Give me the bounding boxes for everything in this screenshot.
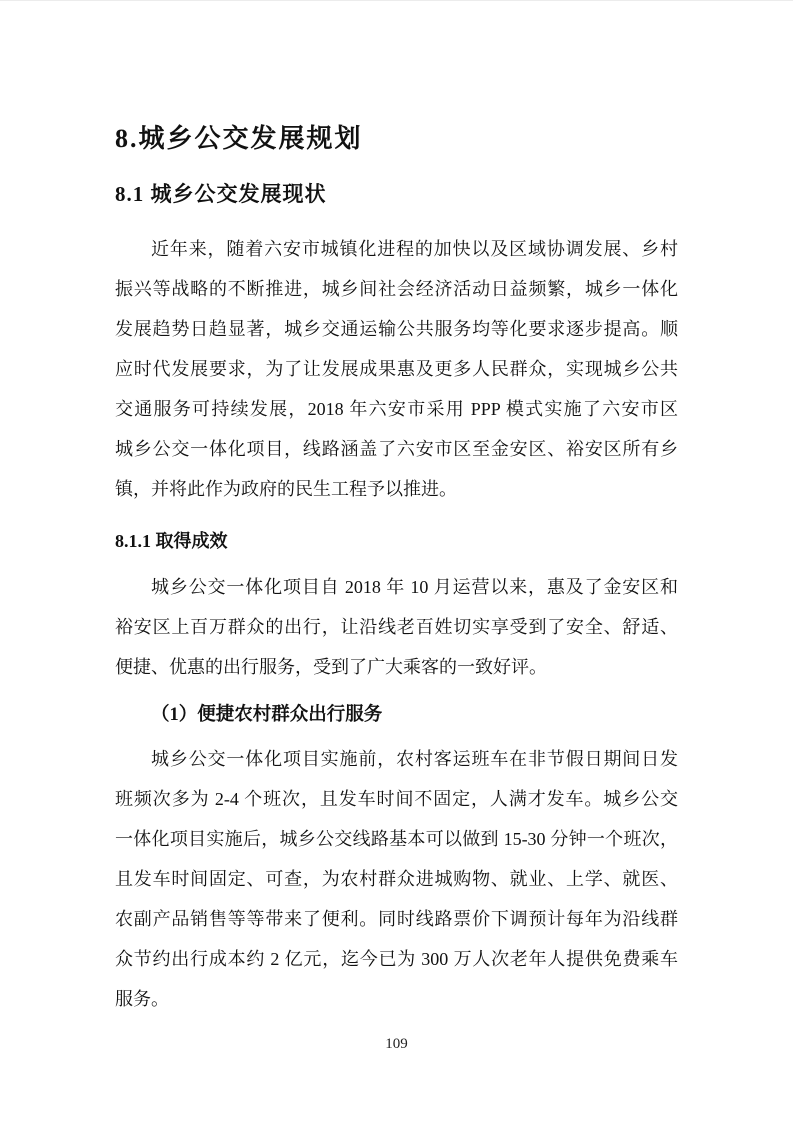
section-heading: 8.1 城乡公交发展现状	[115, 182, 327, 206]
chapter-heading: 8.城乡公交发展规划	[115, 124, 363, 153]
page-content	[0, 1, 793, 1019]
text-line: 交通服务可持续发展，2018 年六安市采用 PPP 模式实施了六安市区	[115, 399, 678, 419]
subsection-heading: 8.1.1 取得成效	[115, 531, 228, 551]
text-line: 城乡公交一体化项目实施前，农村客运班车在非节假日期间日发	[151, 749, 678, 769]
text-line: 城乡公交一体化项目，线路涵盖了六安市区至金安区、裕安区所有乡	[115, 439, 678, 459]
text-line: 众节约出行成本约 2 亿元，迄今已为 300 万人次老年人提供免费乘车	[115, 949, 678, 969]
text-line: 裕安区上百万群众的出行，让沿线老百姓切实享受到了安全、舒适、	[115, 617, 678, 637]
text-line: 应时代发展要求，为了让发展成果惠及更多人民群众，实现城乡公共	[115, 359, 678, 379]
text-line: 一体化项目实施后，城乡公交线路基本可以做到 15-30 分钟一个班次，	[115, 829, 678, 849]
text-line: 镇，并将此作为政府的民生工程予以推进。	[115, 479, 457, 499]
text-line: 近年来，随着六安市城镇化进程的加快以及区域协调发展、乡村	[151, 239, 678, 259]
text-line: 且发车时间固定、可查，为农村群众进城购物、就业、上学、就医、	[115, 869, 678, 889]
item-heading: （1）便捷农村群众出行服务	[151, 705, 383, 725]
text-line: 便捷、优惠的出行服务，受到了广大乘客的一致好评。	[115, 657, 547, 677]
paragraph-current-status	[115, 229, 678, 509]
text-line: 振兴等战略的不断推进，城乡间社会经济活动日益频繁，城乡一体化	[115, 279, 678, 299]
page-number: 109	[385, 1036, 408, 1052]
text-line: 农副产品销售等等带来了便利。同时线路票价下调预计每年为沿线群	[115, 909, 678, 929]
paragraph-rural-travel-service	[115, 739, 678, 1019]
text-line: 服务。	[115, 989, 169, 1009]
text-line: 发展趋势日趋显著，城乡交通运输公共服务均等化要求逐步提高。顺	[115, 319, 678, 339]
text-line: 班频次多为 2-4 个班次，且发车时间不固定，人满才发车。城乡公交	[115, 789, 678, 809]
text-line: 城乡公交一体化项目自 2018 年 10 月运营以来，惠及了金安区和	[151, 577, 678, 597]
paragraph-achievements	[115, 567, 678, 687]
